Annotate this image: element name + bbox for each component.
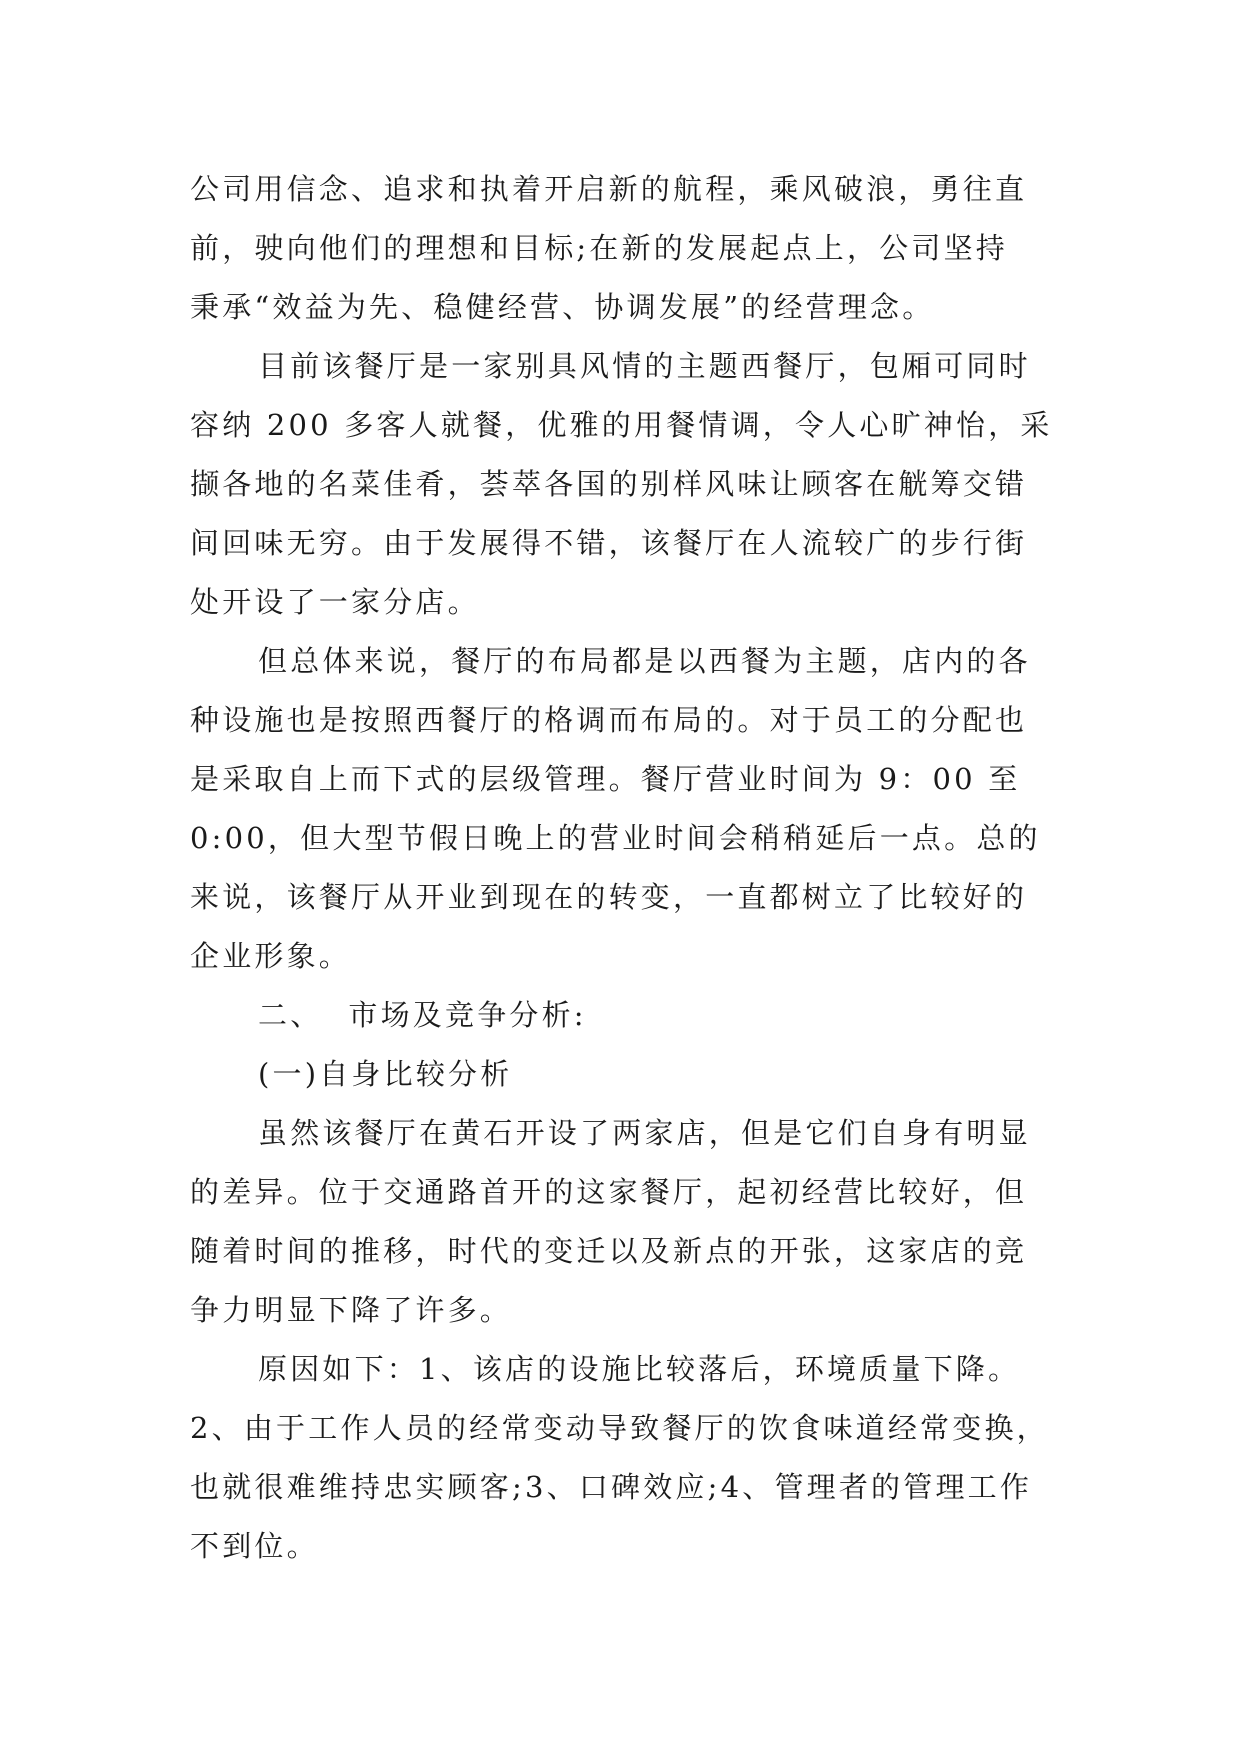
document-body (190, 160, 1053, 1576)
text-line: 虽然该餐厅在黄石开设了两家店，但是它们自身有明显 (258, 1116, 1031, 1150)
paragraph-reasons (190, 1340, 1050, 1576)
text-line: 不到位。 (190, 1529, 319, 1563)
paragraph-company-philosophy (190, 160, 1050, 337)
text-line: 秉承“效益为先、稳健经营、协调发展”的经营理念。 (190, 290, 935, 324)
text-line: 容纳 200 多客人就餐，优雅的用餐情调，令人心旷神怡，采 (190, 408, 1053, 442)
text-line: 随着时间的推移，时代的变迁以及新点的开张，这家店的竞 (190, 1234, 1028, 1268)
text-line: 争力明显下降了许多。 (190, 1293, 513, 1327)
paragraph-store-differences (190, 1104, 1050, 1340)
text-line: 企业形象。 (190, 939, 352, 973)
section-heading (190, 986, 1050, 1045)
text-line: 是采取自上而下式的层级管理。餐厅营业时间为 9：00 至 (190, 762, 1021, 796)
paragraph-layout-and-hours (190, 632, 1050, 986)
text-line: 2、由于工作人员的经常变动导致餐厅的饮食味道经常变换， (190, 1411, 1049, 1445)
paragraph-restaurant-intro (190, 337, 1053, 632)
text-line: 原因如下：1、该店的设施比较落后，环境质量下降。 (258, 1352, 1021, 1386)
text-line: 种设施也是按照西餐厅的格调而布局的。对于员工的分配也 (190, 703, 1028, 737)
section-heading-number: 二、 (258, 998, 323, 1032)
text-line: 来说，该餐厅从开业到现在的转变，一直都树立了比较好的 (190, 880, 1028, 914)
text-line: 公司用信念、追求和执着开启新的航程，乘风破浪，勇往直 (190, 172, 1028, 206)
text-line: 处开设了一家分店。 (190, 585, 480, 619)
section-heading-text: 市场及竞争分析: (348, 998, 587, 1032)
text-line: 0:00，但大型节假日晚上的营业时间会稍稍延后一点。总的 (190, 821, 1041, 855)
text-line: 间回味无穷。由于发展得不错，该餐厅在人流较广的步行街 (190, 526, 1028, 560)
text-line: 前，驶向他们的理想和目标;在新的发展起点上，公司坚持 (190, 231, 1008, 265)
subsection-heading: (一)自身比较分析 (258, 1057, 513, 1091)
text-line: 也就很难维持忠实顾客;3、口碑效应;4、管理者的管理工作 (190, 1470, 1033, 1504)
text-line: 撷各地的名菜佳肴，荟萃各国的别样风味让顾客在觥筹交错 (190, 467, 1028, 501)
text-line: 目前该餐厅是一家别具风情的主题西餐厅，包厢可同时 (258, 349, 1031, 383)
text-line: 但总体来说，餐厅的布局都是以西餐为主题，店内的各 (258, 644, 1031, 678)
text-line: 的差异。位于交通路首开的这家餐厅，起初经营比较好，但 (190, 1175, 1028, 1209)
